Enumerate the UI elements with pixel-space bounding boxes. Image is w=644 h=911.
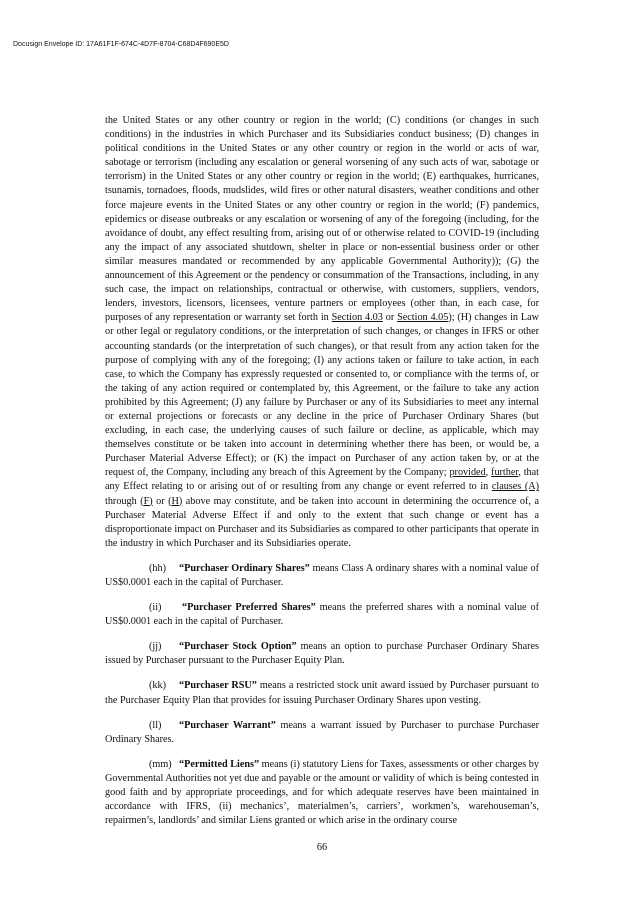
clause-ref: clauses (A): [491, 481, 539, 493]
defined-term: “Permitted Liens”: [179, 758, 260, 770]
definition-label: (mm): [149, 758, 172, 770]
definition-mm: [105, 758, 539, 828]
defined-term: “Purchaser Warrant”: [179, 719, 276, 731]
definition-kk: [105, 679, 539, 707]
definition-text: means a warrant issued by Purchaser to purchase Purchaser Ordinary Shares.: [105, 719, 540, 745]
definition-label: (ii): [149, 602, 162, 614]
definition-label: (hh): [149, 562, 166, 574]
definition-text: means (i) statutory Liens for Taxes, assessments or other charges by Governmental Authorities not yet due and payable or the amount or validity of which is being contested in good faith and by appropriate proceedings, and for which adequate reserves have been maintained in accordance with IFRS, (ii) mechanics’, materialmen’s, carriers’, workmen’s, warehouseman’s, repairmen’s, landlords’ and similar Liens granted or which arise in the ordinary course: [105, 758, 539, 827]
definition-ii: [105, 601, 539, 629]
defined-term: “Purchaser RSU”: [179, 680, 257, 692]
definition-hh: [105, 562, 539, 590]
section-ref-link: Section 4.05: [397, 312, 449, 324]
definition-label: (jj): [149, 641, 162, 653]
page-number: 66: [316, 842, 328, 853]
document-body: [105, 114, 539, 828]
section-ref-link: Section 4.03: [331, 312, 383, 324]
envelope-id-header: Docusign Envelope ID: 17A61F1F-674C-4D7F-8704-C68D4F690E5D: [13, 41, 229, 48]
defined-term: “Purchaser Stock Option”: [179, 641, 297, 653]
definition-text: means a restricted stock unit award issued by Purchaser pursuant to the Purchaser Equity Plan that provides for issuing Purchaser Ordinary Shares upon vesting.: [105, 680, 539, 706]
defined-term: “Purchaser Preferred Shares”: [182, 602, 316, 614]
definition-label: (ll): [149, 719, 162, 731]
provided-term: provided: [449, 467, 486, 479]
definition-text: means the preferred shares with a nominal value of US$0.0001 each in the capital of Purchaser.: [105, 602, 540, 628]
definition-label: (kk): [149, 680, 166, 692]
further-term: further: [491, 467, 519, 479]
clause-ref: (H): [168, 495, 183, 507]
definition-text: means an option to purchase Purchaser Ordinary Shares issued by Purchaser pursuant to the Purchaser Equity Plan.: [105, 641, 539, 667]
defined-term: “Purchaser Ordinary Shares”: [179, 562, 310, 574]
clause-ref: (F): [140, 495, 153, 507]
definition-jj: [105, 640, 539, 668]
definition-text: means Class A ordinary shares with a nominal value of US$0.0001 each in the capital of Purchaser.: [105, 562, 539, 588]
definition-ll: [105, 719, 539, 747]
continuation-paragraph: the United States or any other country or region in the world; (C) conditions (or changes in such conditions) in the industries in which Purchaser and its Subsidiaries conduct business; (D) changes in political conditions in the United States or any other country or region in the world or acts of war, sabotage or terrorism (including any escalation or general worsening of any such acts of war, sabotage or terrorism) in the United States or any other country or region in the world; (E) earthquakes, hurricanes, tsunamis, tornadoes, floods, mudslides, wild fires or other natural disasters, weather conditions and other force majeure events in the United States or any other country or region in the world; (F) pandemics, epidemics or disease outbreaks or any escalation or worsening of any of the foregoing (including, for the avoidance of doubt, any effect resulting from, arising out of or otherwise related to COVID-19 (including any the impact of any associated shutdown, shelter in place or non-essential business order or other similar measures mandated or recommended by any applicable Governmental Authority)); (G) the announcement of this Agreement or the pendency or consummation of the Transactions, including, in any such case, the impact on relationships, contractual or otherwise, with customers, suppliers, vendors, lenders, investors, licensors, licensees, venture partners or employees (other than, in each case, for purposes of any representation or warranty set forth in Section 4.03 or Section 4.05); (H) changes in Law or other legal or regulatory conditions, or the interpretation of such changes, or changes in IFRS or other accounting standards (or the interpretation of such changes), or that result from any action taken for the purpose of complying with any of the foregoing; (I) any actions taken or failure to take action, in each case, to which the Company has expressly requested or consented to, or compliance with the terms of, or the taking of any action required or contemplated by, this Agreement, or the failure to take any action prohibited by this Agreement; (J) any failure by Purchaser or any of its Subsidiaries to meet any internal or external projections or forecasts or any decline in the price of Purchaser Ordinary Shares (but excluding, in each case, the underlying causes of such failure or decline, as applicable, which may themselves constitute or be taken into account in determining whether there has been, or would be, a Purchaser Material Adverse Effect); or (K) the impact on Purchaser of any action taken by, or at the request of, the Company, including any breach of this Agreement by the Company; provided, further, that any Effect relating to or arising out of or resulting from any change or event referred to in clauses (A) through (F) or (H) above may constitute, and be taken into account in determining the occurrence of, a Purchaser Material Adverse Effect if and only to the extent that such change or event has a disproportionate impact on Purchaser and its Subsidiaries as compared to other participants that operate in the industry in which Purchaser and its Subsidiaries operate.: [105, 115, 540, 549]
